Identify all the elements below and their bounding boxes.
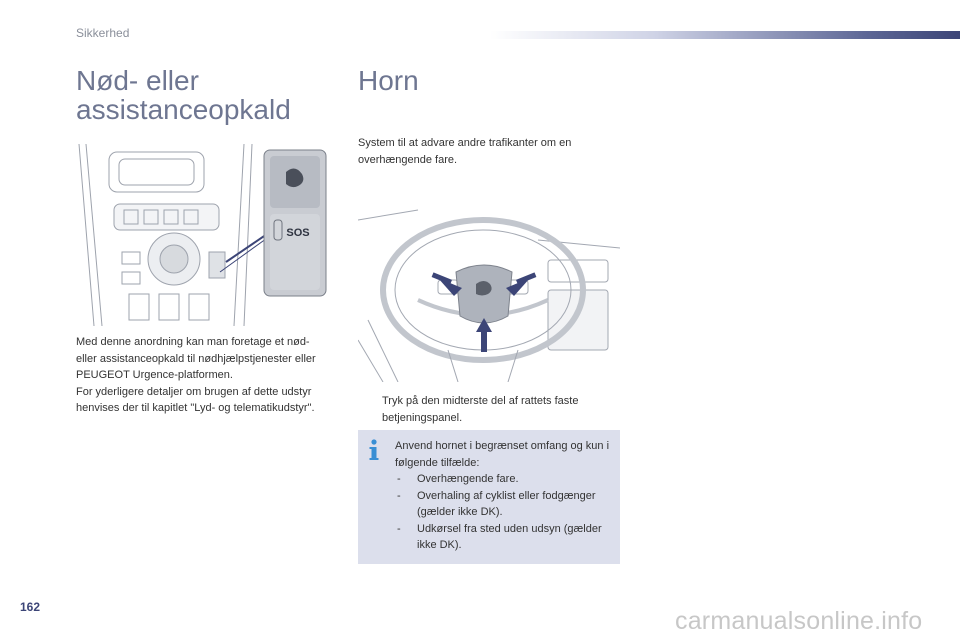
list-item: - Overhaling af cyklist eller fodgænger (gælder ikke DK). [397, 489, 596, 518]
horn-intro: System til at advare andre trafikanter om en overhængende fare. [358, 137, 572, 166]
info-text [395, 438, 615, 554]
emergency-call-title: Nød- eller assistanceopkald [76, 65, 291, 125]
info-lead: Anvend hornet i begrænset omfang og kun i følgende tilfælde: [395, 440, 610, 469]
steering-wheel-illustration [358, 200, 620, 382]
section-label: Sikkerhed [76, 26, 130, 40]
list-item: - Udkørsel fra sted uden udsyn (gælder ikke DK). [397, 522, 602, 551]
list-dash: - [397, 489, 401, 502]
emergency-call-body: Med denne anordning kan man foretage et nød- eller assistanceopkald til nødhjælpstjenester eller PEUGEOT Urgence-platformen. For yderligere detaljer om brugen af dette udstyr henvises der til kapitlet "Lyd- og telematikudstyr". [76, 336, 316, 414]
horn-instruction-text: Tryk på den midterste del af rattets faste betjeningspanel. [382, 395, 579, 424]
info-list [395, 471, 615, 554]
page-number: 162 [20, 600, 41, 614]
horn-title: Horn [358, 65, 419, 96]
info-box [358, 430, 620, 564]
info-icon [368, 439, 380, 461]
watermark: carmanualsonline.info [675, 607, 923, 635]
list-dash: - [397, 522, 401, 535]
horn-instruction [358, 393, 614, 426]
header-bar [490, 31, 960, 39]
sos-console-illustration [74, 144, 336, 326]
list-dash: - [397, 473, 401, 485]
list-item: - Overhængende fare. [395, 471, 615, 488]
sos-button-label: SOS [286, 227, 310, 239]
